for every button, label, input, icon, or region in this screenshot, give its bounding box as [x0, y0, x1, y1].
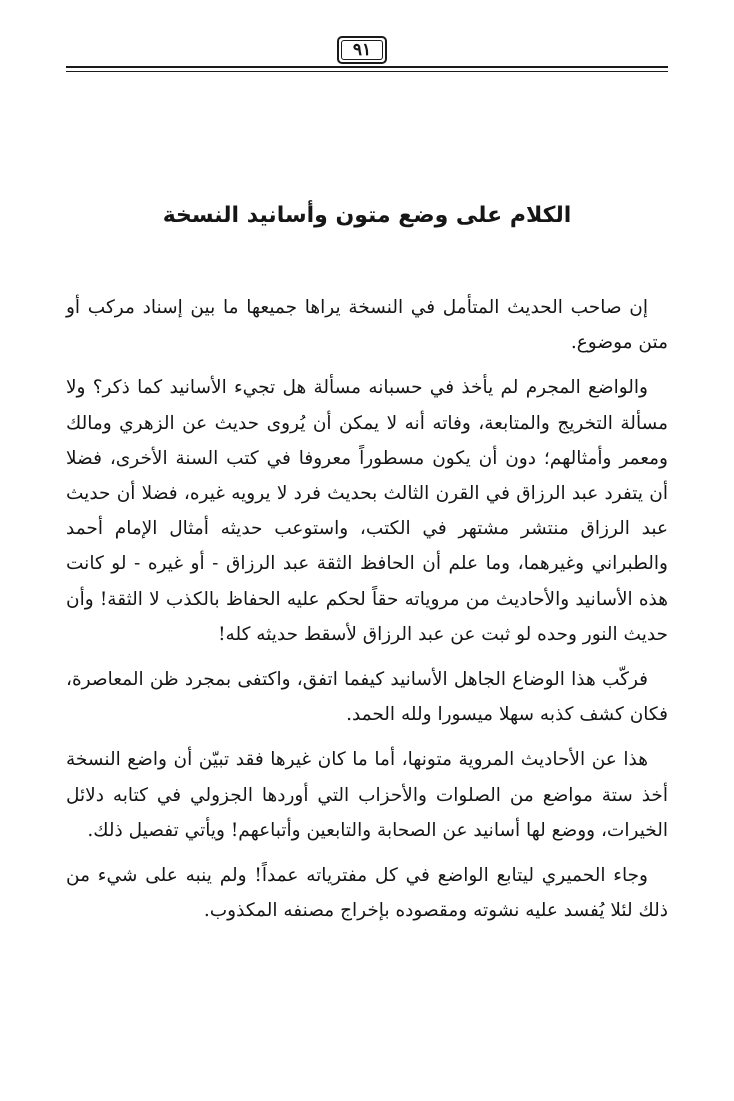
page-header [0, 0, 734, 80]
chapter-title: الكلام على وضع متون وأسانيد النسخة [162, 203, 572, 228]
page-number-frame [337, 36, 387, 64]
paragraph: وجاء الحميري ليتابع الواضع في كل مفترياته عمداً! ولم ينبه على شيء من ذلك لئلا يُفسد عليه نشوته ومقصوده بإخراج مصنفه المكذوب. [66, 865, 668, 922]
paragraph: فركّب هذا الوضاع الجاهل الأسانيد كيفما اتفق، واكتفى بمجرد ظن المعاصرة، فكان كشف كذبه سهلا ميسورا ولله الحمد. [66, 669, 668, 726]
header-rule-thin [66, 71, 668, 72]
paragraph: هذا عن الأحاديث المروية متونها، أما ما كان غيرها فقد تبيّن أن واضع النسخة أخذ ستة مواضع من الصلوات والأحزاب التي أوردها الجزولي في كتابه دلائل الخيرات، ووضع لها أسانيد عن الصحابة والتابعين وأتباعهم! ويأتي تفصيل ذلك. [66, 749, 668, 841]
paragraph: إن صاحب الحديث المتأمل في النسخة يراها جميعها ما بين إسناد مركب أو متن موضوع. [66, 297, 668, 354]
header-rule-thick [66, 66, 668, 68]
paragraph: والواضع المجرم لم يأخذ في حسبانه مسألة هل تجيء الأسانيد كما ذكر؟ ولا مسألة التخريج والمتابعة، وفاته أنه لا يمكن أن يُروى حديث عن الزهري ومالك ومعمر وأمثالهم؛ دون أن يكون مسطوراً معروفا في كتب السنة الأخرى، فضلا أن يتفرد عبد الرزاق في القرن الثالث بحديث فرد لا يرويه غيره، فضلا أن حديث عبد الرزاق منتشر مشتهر في الكتب، واستوعب حديثه أمثال الإمام أحمد والطبراني وغيرهما، وما علم أن الحافظ الثقة عبد الرزاق - أو غيره - لو كانت هذه الأسانيد والأحاديث من مروياته حقاً لحكم عليه الحفاظ بالكذب لا الثقة! وأن حديث النور وحده لو ثبت عن عبد الرزاق لأسقط حديثه كله! [66, 377, 668, 645]
page-number: ٩١ [341, 40, 383, 60]
body-text [66, 290, 668, 938]
